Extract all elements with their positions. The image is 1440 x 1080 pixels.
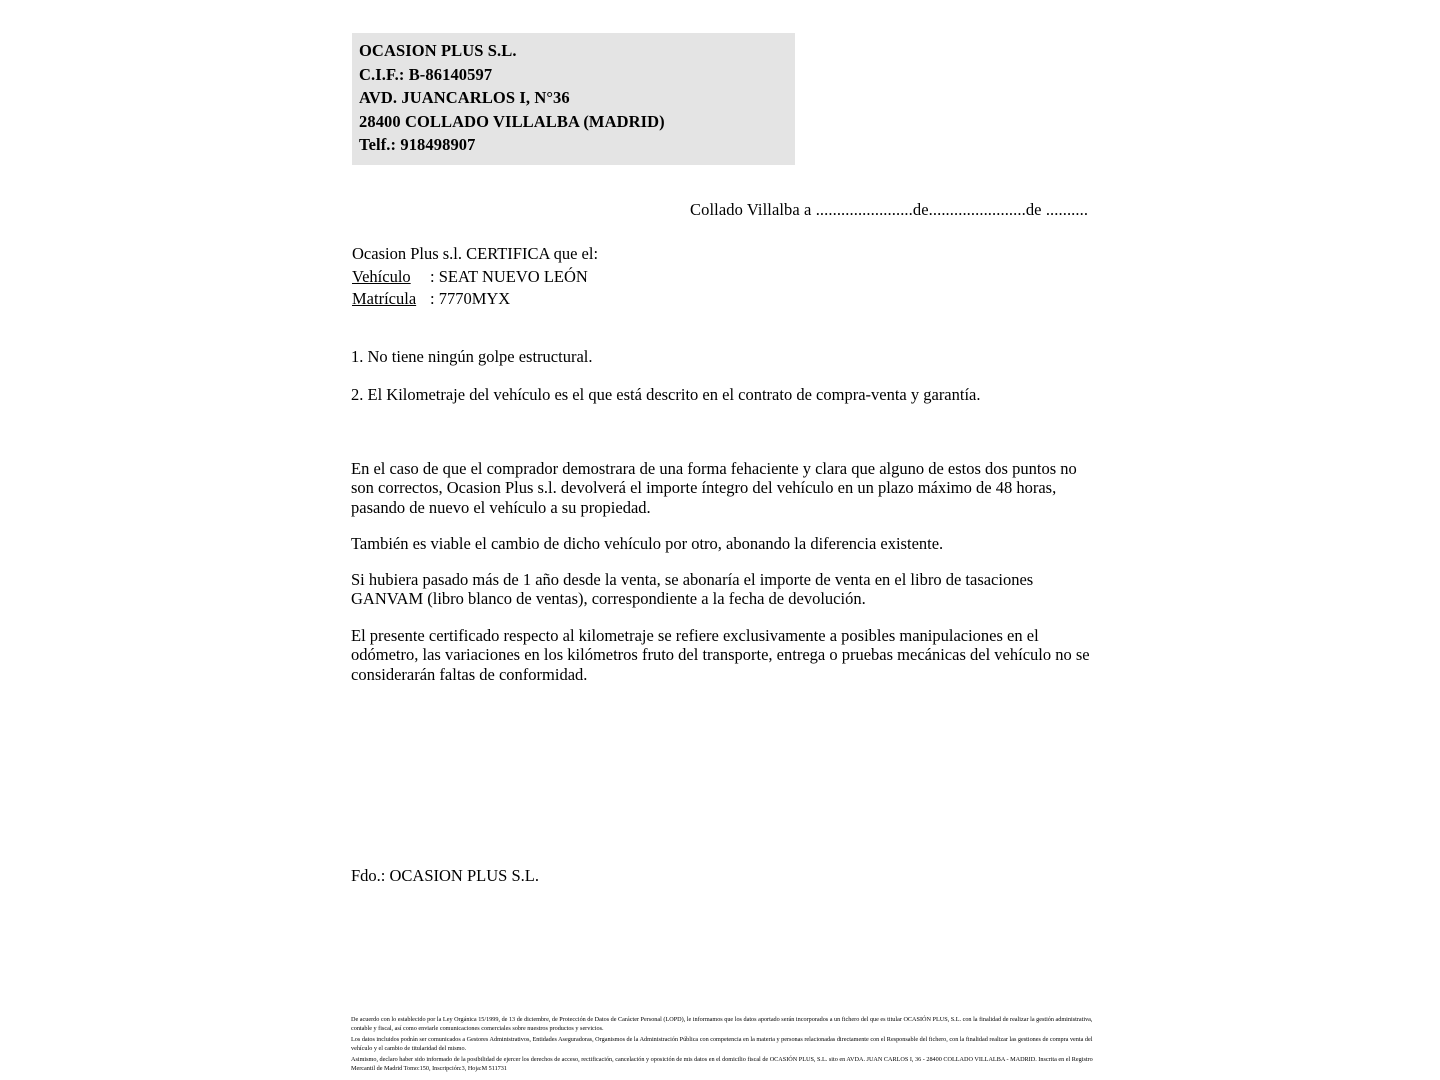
certifica-heading: Ocasion Plus s.l. CERTIFICA que el:	[352, 244, 599, 263]
legal-notice-paragraph-1: De acuerdo con lo establecido por la Ley Orgánica 15/1999, de 13 de diciembre, de Protección de Datos de Carácter Personal (LOPD), le informamos que los datos aportado serán incorporados a un fichero del que es titular OCASIÓN PLUS, S.L. con la finalidad de realizar la gestión administrativa, contable y fiscal, así como enviarle comunicaciones comerciales sobre nuestros productos y servicios.	[351, 1016, 1093, 1032]
field-vehiculo-label: Vehículo	[352, 267, 411, 286]
field-matricula	[352, 289, 510, 309]
date-line: Collado Villalba a .......................de.......................de ..........	[690, 200, 1089, 219]
letterhead-company-name: OCASION PLUS S.L.	[359, 41, 517, 60]
letterhead-block	[352, 33, 795, 165]
letterhead-cif: C.I.F.: B-86140597	[359, 64, 493, 84]
signature-line: Fdo.: OCASION PLUS S.L.	[351, 866, 539, 885]
legal-notice-paragraph-2: Los datos incluidos podrán ser comunicados a Gestores Administrativos, Entidades Aseguradoras, Organismos de la Administración Pública con competencia en la materia y personas relacionadas directamente con el Responsable del fichero, con la finalidad realizar las gestiones de compra venta del vehículo y el cambio de titularidad del mismo.	[351, 1036, 1093, 1052]
paragraph-exchange-option: También es viable el cambio de dicho vehículo por otro, abonando la diferencia existente.	[351, 534, 944, 553]
field-vehiculo-value: : SEAT NUEVO LEÓN	[430, 267, 588, 286]
letterhead-phone: Telf.: 918498907	[359, 135, 476, 154]
field-matricula-value: : 7770MYX	[430, 289, 511, 308]
letterhead-city: 28400 COLLADO VILLALBA (MADRID)	[359, 111, 665, 131]
field-vehiculo	[352, 267, 588, 287]
field-matricula-label: Matrícula	[352, 289, 417, 308]
legal-notice-paragraph-3: Asimismo, declaro haber sido informado de la posibilidad de ejercer los derechos de acceso, rectificación, cancelación y oposición de mis datos en el domicilio fiscal de OCASIÓN PLUS, S.L. sito en AVDA. JUAN CARLOS I, 36 - 28400 COLLADO VILLALBA - MADRID. Inscrita en el Registro Mercantil de Madrid Tomo:150, Inscripción:3, Hoja:M 511731	[351, 1056, 1093, 1072]
legal-notice	[351, 1016, 1096, 1077]
letterhead-address: AVD. JUANCARLOS I, N°36	[359, 88, 570, 107]
paragraph-one-year-clause: Si hubiera pasado más de 1 año desde la venta, se abonaría el importe de venta en el libro de tasaciones GANVAM (libro blanco de ventas), correspondiente a la fecha de devolución.	[351, 570, 1034, 609]
numbered-item-1: 1. No tiene ningún golpe estructural.	[351, 347, 593, 366]
paragraph-refund-terms: En el caso de que el comprador demostrara de una forma fehaciente y clara que alguno de estos dos puntos no son correctos, Ocasion Plus s.l. devolverá el importe íntegro del vehículo en un plazo máximo de 48 horas, pasando de nuevo el vehículo a su propiedad.	[351, 459, 1077, 517]
paragraph-odometer-scope: El presente certificado respecto al kilometraje se refiere exclusivamente a posibles manipulaciones en el odómetro, las variaciones en los kilómetros fruto del transporte, entrega o pruebas mecánicas del vehículo no se considerarán faltas de conformidad.	[351, 626, 1090, 684]
numbered-item-2: 2. El Kilometraje del vehículo es el que está descrito en el contrato de compra-venta y garantía.	[351, 385, 981, 404]
